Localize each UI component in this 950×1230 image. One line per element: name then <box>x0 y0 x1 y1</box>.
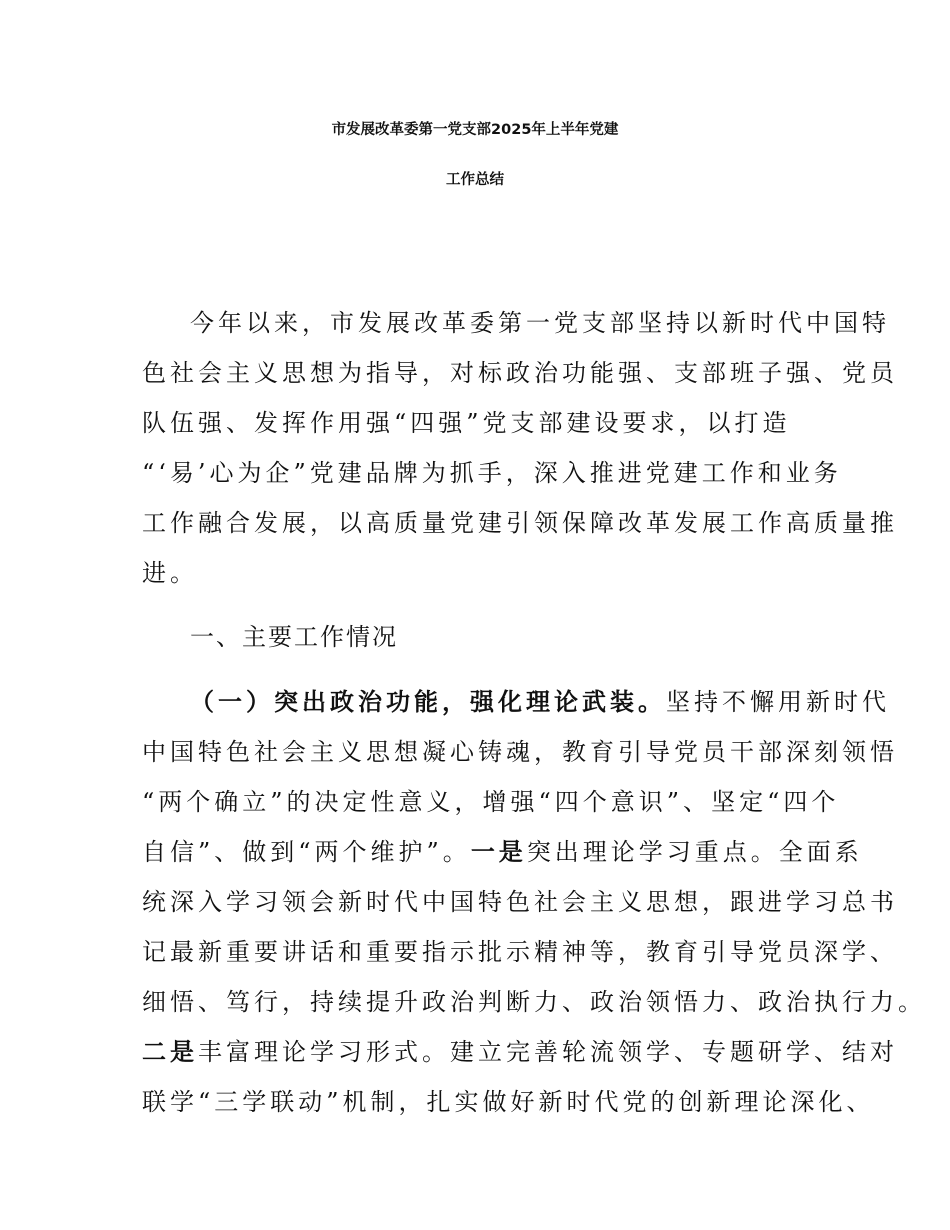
document-title-line-2: 工作总结 <box>446 172 504 188</box>
point-one-label: 一是 <box>470 838 527 866</box>
section-heading-1: 一、主要工作情况 <box>190 623 398 651</box>
intro-line-1: 今年以来，市发展改革委第一党支部坚持以新时代中国特 <box>190 309 890 337</box>
sub1-line-5: 统深入学习领会新时代中国特色社会主义思想，跟进学习总书 <box>142 888 898 916</box>
intro-line-3: 队伍强、发挥作用强“四强”党支部建设要求，以打造 <box>142 409 791 437</box>
sub1-line-4-tail: 突出理论学习重点。全面系 <box>526 838 863 866</box>
sub1-line-3: “两个确立”的决定性意义，增强“四个意识”、坚定“四个 <box>142 788 840 816</box>
document-title-line-1: 市发展改革委第一党支部2025年上半年党建 <box>331 122 619 138</box>
sub1-line-4-text: 自信”、做到“两个维护”。 <box>142 838 471 866</box>
sub1-heading: （一）突出政治功能，强化理论武装。 <box>190 688 666 716</box>
sub1-line-8 <box>142 1036 898 1068</box>
intro-line-2: 色社会主义思想为指导，对标政治功能强、支部班子强、党员 <box>142 359 898 387</box>
intro-line-6: 进。 <box>142 559 198 587</box>
sub1-line-6: 记最新重要讲话和重要指示批示精神等，教育引导党员深学、 <box>142 938 898 966</box>
sub1-line-9: 联学“三学联动”机制，扎实做好新时代党的创新理论深化、 <box>142 1088 875 1116</box>
sub1-line-7: 细悟、笃行，持续提升政治判断力、政治领悟力、政治执行力。 <box>142 988 926 1016</box>
sub1-line-8-text: 丰富理论学习形式。建立完善轮流领学、专题研学、结对 <box>198 1038 898 1066</box>
point-two-label: 二是 <box>142 1038 198 1066</box>
sub1-line-2: 中国特色社会主义思想凝心铸魂，教育引导党员干部深刻领悟 <box>142 738 898 766</box>
sub1-line-1-text: 坚持不懈用新时代 <box>666 688 890 716</box>
intro-line-4: “‘易’心为企”党建品牌为抓手，深入推进党建工作和业务 <box>142 459 842 487</box>
sub1-line-4 <box>142 836 863 868</box>
sub1-line-1 <box>190 686 890 718</box>
intro-line-5: 工作融合发展，以高质量党建引领保障改革发展工作高质量推 <box>142 509 898 537</box>
